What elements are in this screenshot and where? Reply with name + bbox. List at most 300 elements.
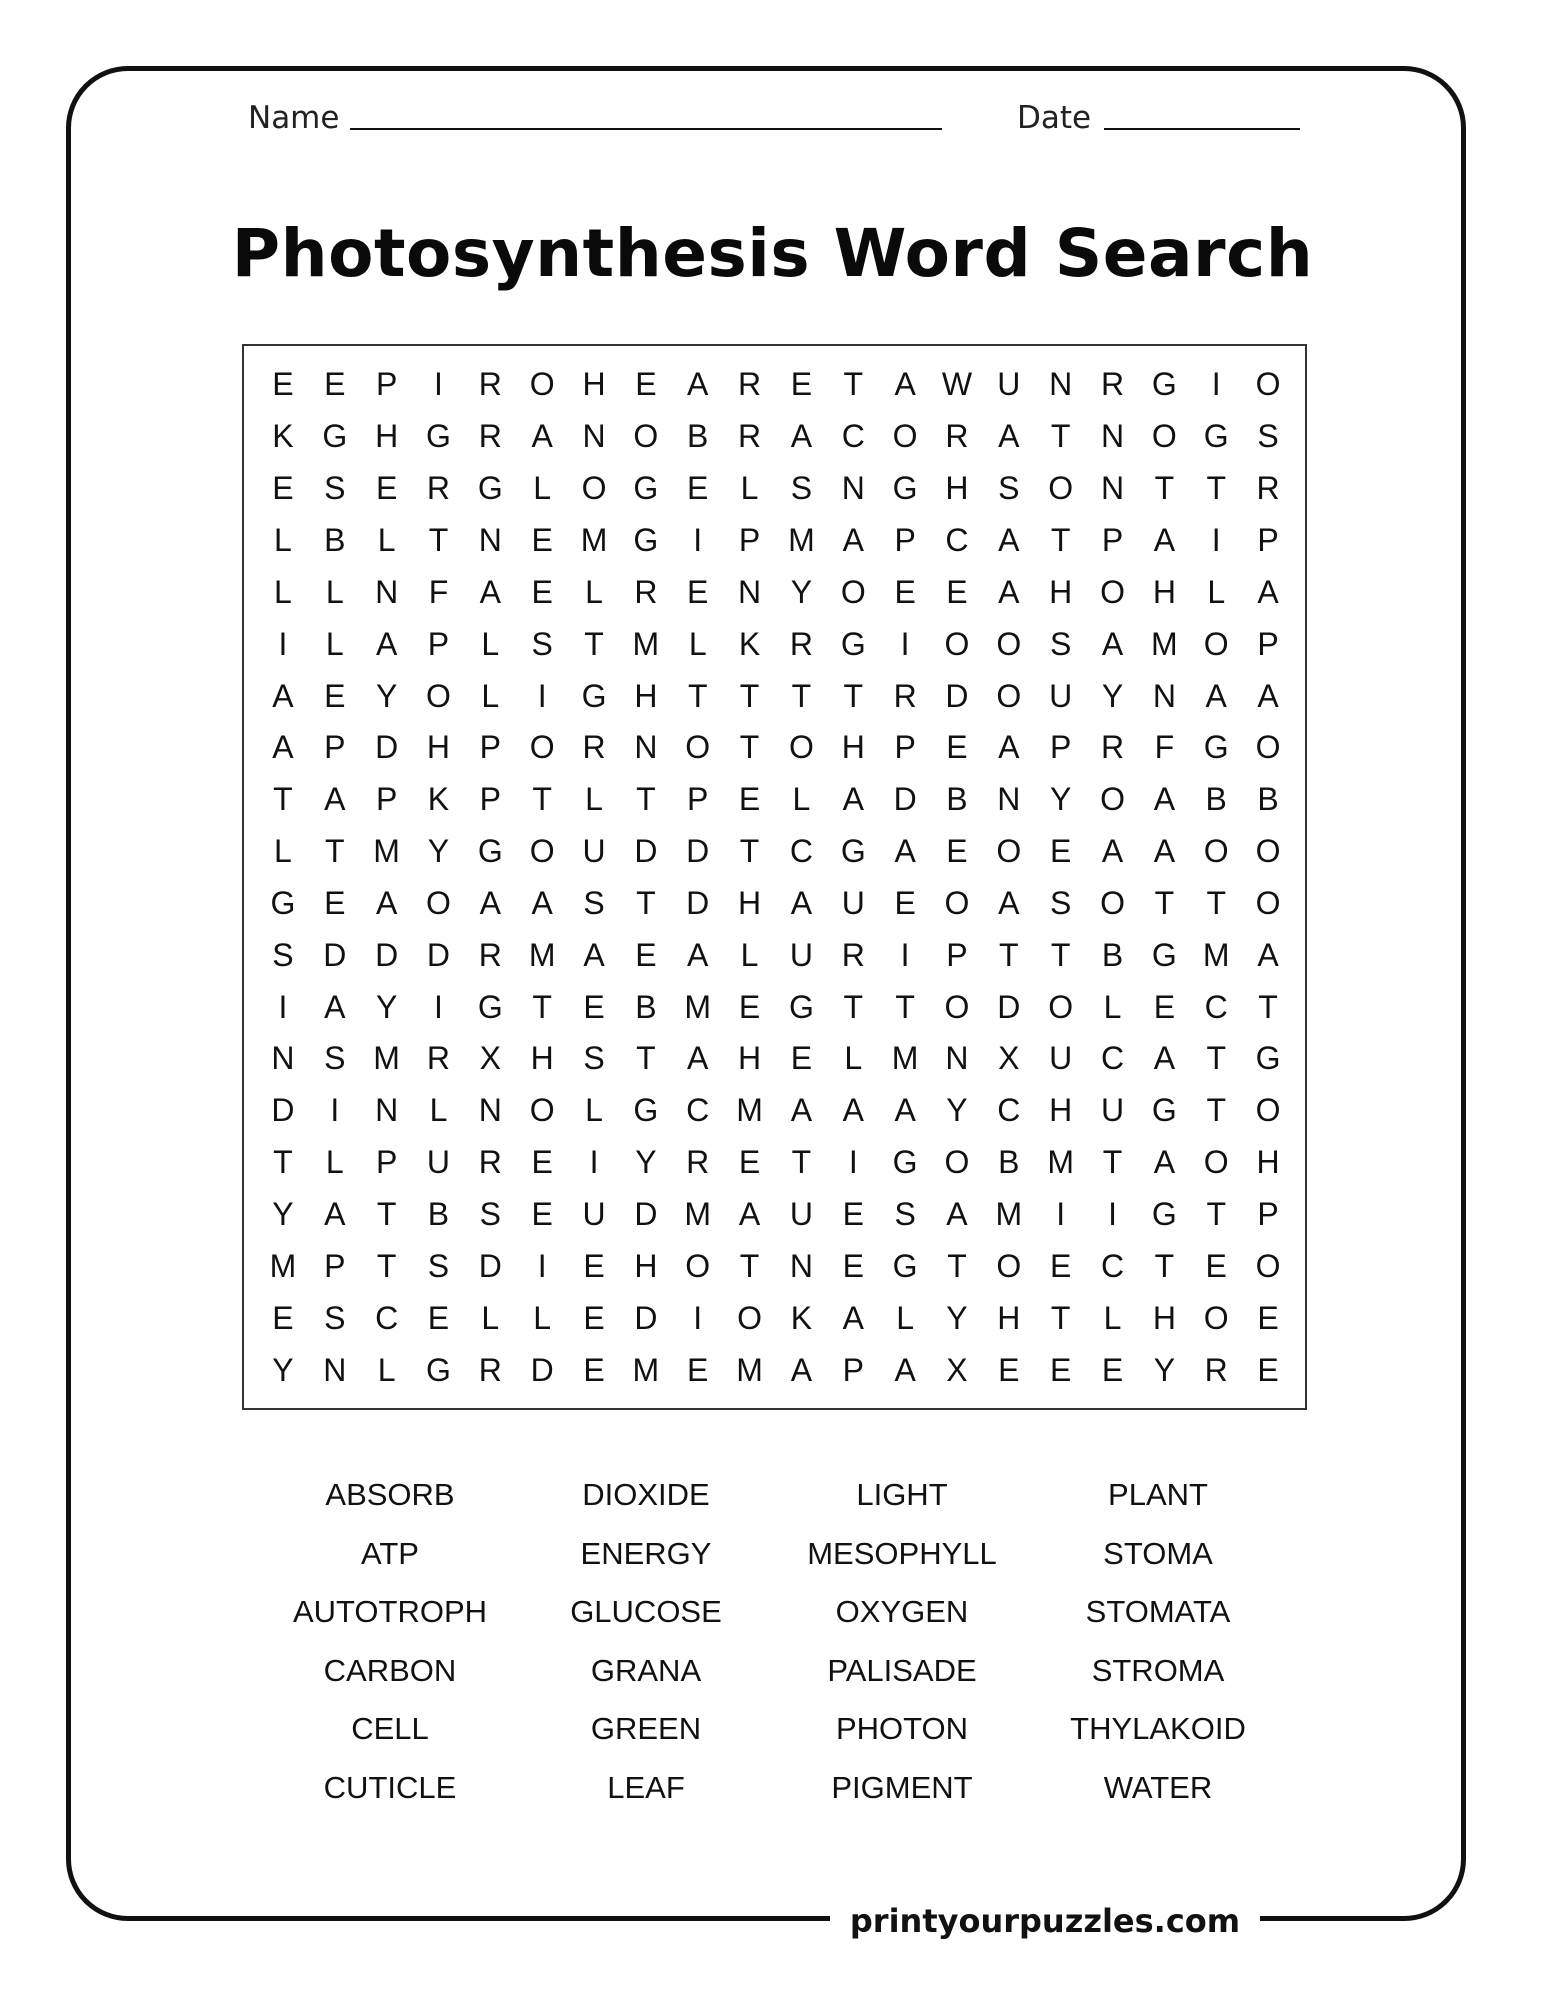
grid-letter[interactable]: H xyxy=(582,366,606,403)
grid-letter[interactable]: E xyxy=(1257,1351,1279,1388)
grid-letter[interactable]: Y xyxy=(790,573,813,610)
grid-letter[interactable]: P xyxy=(479,781,501,818)
grid-letter[interactable]: T xyxy=(1154,470,1175,507)
grid-letter[interactable]: M xyxy=(1047,1144,1074,1181)
grid-letter[interactable]: H xyxy=(738,1040,762,1077)
grid-letter[interactable]: T xyxy=(636,781,656,818)
grid-letter[interactable]: O xyxy=(1151,418,1177,455)
grid-letter[interactable]: D xyxy=(634,1299,658,1336)
grid-letter[interactable]: L xyxy=(481,625,500,662)
grid-letter[interactable]: T xyxy=(739,1247,760,1284)
grid-letter[interactable]: S xyxy=(272,936,294,973)
grid-letter[interactable]: A xyxy=(998,521,1020,558)
grid-letter[interactable]: K xyxy=(790,1299,813,1336)
grid-letter[interactable]: U xyxy=(789,1196,813,1233)
grid-letter[interactable]: M xyxy=(528,936,556,973)
grid-letter[interactable]: N xyxy=(945,1040,969,1077)
grid-letter[interactable]: G xyxy=(840,833,866,870)
grid-letter[interactable]: A xyxy=(531,884,553,921)
grid-letter[interactable]: U xyxy=(789,936,813,973)
grid-letter[interactable]: G xyxy=(1151,366,1177,403)
grid-letter[interactable]: D xyxy=(271,1092,295,1129)
grid-letter[interactable]: B xyxy=(1257,781,1279,818)
grid-letter[interactable]: I xyxy=(589,1144,599,1181)
grid-letter[interactable]: S xyxy=(1049,625,1072,662)
grid-letter[interactable]: C xyxy=(686,1092,710,1129)
grid-letter[interactable]: D xyxy=(945,677,969,714)
grid-letter[interactable]: H xyxy=(426,729,451,766)
grid-letter[interactable]: E xyxy=(635,936,657,973)
grid-letter[interactable]: A xyxy=(998,884,1020,921)
grid-letter[interactable]: A xyxy=(375,625,398,662)
grid-letter[interactable]: S xyxy=(479,1196,501,1233)
grid-letter[interactable]: Y xyxy=(375,988,398,1025)
grid-letter[interactable]: R xyxy=(738,366,762,403)
grid-letter[interactable]: O xyxy=(996,677,1022,714)
grid-letter[interactable]: T xyxy=(1050,418,1071,455)
grid-letter[interactable]: U xyxy=(582,1196,606,1233)
grid-letter[interactable]: O xyxy=(944,988,970,1025)
grid-letter[interactable]: N xyxy=(375,1092,399,1129)
grid-letter[interactable]: A xyxy=(479,573,501,610)
grid-letter[interactable]: S xyxy=(894,1196,916,1233)
grid-letter[interactable]: A xyxy=(531,418,553,455)
grid-letter[interactable]: Y xyxy=(946,1299,968,1336)
grid-letter[interactable]: D xyxy=(375,729,399,766)
grid-letter[interactable]: R xyxy=(738,418,762,455)
grid-letter[interactable]: P xyxy=(375,781,398,818)
grid-letter[interactable]: P xyxy=(375,1144,398,1181)
grid-letter[interactable]: E xyxy=(583,1299,605,1336)
grid-letter[interactable]: G xyxy=(633,521,659,558)
grid-letter[interactable]: B xyxy=(687,418,709,455)
grid-letter[interactable]: R xyxy=(1100,729,1125,766)
grid-letter[interactable]: A xyxy=(1153,1040,1176,1077)
grid-letter[interactable]: L xyxy=(533,470,552,507)
grid-letter[interactable]: G xyxy=(477,833,503,870)
grid-letter[interactable]: T xyxy=(532,781,552,818)
grid-letter[interactable]: O xyxy=(1048,988,1074,1025)
grid-letter[interactable]: I xyxy=(693,1299,703,1336)
grid-letter[interactable]: E xyxy=(1205,1247,1227,1284)
grid-letter[interactable]: U xyxy=(997,366,1021,403)
grid-letter[interactable]: D xyxy=(997,988,1021,1025)
grid-letter[interactable]: A xyxy=(1101,625,1124,662)
grid-letter[interactable]: I xyxy=(1211,521,1221,558)
grid-letter[interactable]: B xyxy=(1101,936,1124,973)
grid-letter[interactable]: R xyxy=(582,729,606,766)
grid-letter[interactable]: I xyxy=(900,625,910,662)
grid-letter[interactable]: O xyxy=(1203,833,1229,870)
grid-letter[interactable]: G xyxy=(1203,418,1229,455)
grid-letter[interactable]: H xyxy=(530,1040,554,1077)
grid-letter[interactable]: T xyxy=(843,677,864,714)
grid-letter[interactable]: N xyxy=(789,1247,813,1284)
grid-letter[interactable]: E xyxy=(1257,1299,1279,1336)
grid-letter[interactable]: C xyxy=(945,521,969,558)
grid-letter[interactable]: T xyxy=(428,521,449,558)
grid-letter[interactable]: T xyxy=(739,677,760,714)
grid-letter[interactable]: N xyxy=(375,573,399,610)
grid-letter[interactable]: L xyxy=(481,1299,500,1336)
grid-letter[interactable]: D xyxy=(634,833,658,870)
grid-letter[interactable]: Y xyxy=(427,833,450,870)
grid-letter[interactable]: R xyxy=(893,677,917,714)
grid-letter[interactable]: U xyxy=(1049,677,1073,714)
grid-letter[interactable]: E xyxy=(946,833,968,870)
grid-letter[interactable]: M xyxy=(1202,936,1230,973)
grid-letter[interactable]: W xyxy=(941,366,973,403)
grid-letter[interactable]: A xyxy=(894,366,916,403)
grid-letter[interactable]: Y xyxy=(1101,677,1124,714)
grid-letter[interactable]: E xyxy=(583,1247,605,1284)
grid-letter[interactable]: D xyxy=(426,936,451,973)
grid-letter[interactable]: O xyxy=(996,1247,1022,1284)
grid-letter[interactable]: S xyxy=(1257,418,1279,455)
grid-letter[interactable]: P xyxy=(1257,1196,1279,1233)
grid-letter[interactable]: K xyxy=(427,781,450,818)
grid-letter[interactable]: O xyxy=(1255,1092,1281,1129)
grid-letter[interactable]: O xyxy=(944,625,970,662)
grid-letter[interactable]: U xyxy=(582,833,606,870)
grid-letter[interactable]: P xyxy=(738,521,761,558)
grid-letter[interactable]: A xyxy=(1205,677,1227,714)
grid-letter[interactable]: Y xyxy=(272,1351,294,1388)
grid-letter[interactable]: E xyxy=(1049,1351,1072,1388)
grid-letter[interactable]: S xyxy=(583,1040,605,1077)
grid-letter[interactable]: L xyxy=(1207,573,1226,610)
grid-letter[interactable]: R xyxy=(478,1351,502,1388)
grid-letter[interactable]: Y xyxy=(375,677,398,714)
grid-letter[interactable]: P xyxy=(427,625,450,662)
grid-letter[interactable]: E xyxy=(894,884,916,921)
grid-letter[interactable]: E xyxy=(946,573,968,610)
grid-letter[interactable]: D xyxy=(686,884,710,921)
grid-letter[interactable]: T xyxy=(1206,470,1226,507)
grid-letter[interactable]: T xyxy=(273,1144,293,1181)
grid-letter[interactable]: I xyxy=(693,521,703,558)
grid-letter[interactable]: O xyxy=(529,833,555,870)
grid-letter[interactable]: A xyxy=(790,418,813,455)
grid-letter[interactable]: C xyxy=(841,418,865,455)
grid-letter[interactable]: A xyxy=(479,884,501,921)
grid-letter[interactable]: T xyxy=(1258,988,1278,1025)
grid-letter[interactable]: G xyxy=(633,1092,659,1129)
grid-letter[interactable]: E xyxy=(790,366,813,403)
grid-letter[interactable]: A xyxy=(687,936,709,973)
grid-letter[interactable]: H xyxy=(634,1247,658,1284)
grid-letter[interactable]: G xyxy=(426,418,451,455)
grid-letter[interactable]: P xyxy=(1257,625,1279,662)
grid-letter[interactable]: L xyxy=(585,573,603,610)
grid-letter[interactable]: R xyxy=(841,936,865,973)
grid-letter[interactable]: O xyxy=(892,418,918,455)
grid-letter[interactable]: P xyxy=(946,936,968,973)
grid-letter[interactable]: I xyxy=(1108,1196,1117,1233)
grid-letter[interactable]: N xyxy=(1152,677,1176,714)
grid-letter[interactable]: T xyxy=(376,1247,397,1284)
grid-letter[interactable]: N xyxy=(1100,418,1125,455)
grid-letter[interactable]: A xyxy=(842,521,864,558)
grid-letter[interactable]: A xyxy=(687,1040,709,1077)
grid-letter[interactable]: K xyxy=(738,625,761,662)
grid-letter[interactable]: O xyxy=(1203,1299,1229,1336)
grid-letter[interactable]: A xyxy=(998,418,1020,455)
grid-letter[interactable]: G xyxy=(892,1144,918,1181)
grid-letter[interactable]: R xyxy=(478,366,502,403)
grid-letter[interactable]: T xyxy=(687,677,708,714)
grid-letter[interactable]: T xyxy=(1206,1092,1226,1129)
grid-letter[interactable]: O xyxy=(529,366,555,403)
grid-letter[interactable]: L xyxy=(740,470,759,507)
grid-letter[interactable]: G xyxy=(788,988,814,1025)
grid-letter[interactable]: B xyxy=(427,1196,450,1233)
grid-letter[interactable]: A xyxy=(324,988,346,1025)
grid-letter[interactable]: D xyxy=(686,833,710,870)
grid-letter[interactable]: T xyxy=(791,1144,812,1181)
grid-letter[interactable]: M xyxy=(632,1351,660,1388)
grid-letter[interactable]: A xyxy=(1257,677,1279,714)
grid-letter[interactable]: B xyxy=(324,521,346,558)
grid-letter[interactable]: S xyxy=(998,470,1020,507)
grid-letter[interactable]: O xyxy=(1255,833,1281,870)
grid-letter[interactable]: T xyxy=(532,988,552,1025)
grid-letter[interactable]: T xyxy=(895,988,915,1025)
grid-letter[interactable]: M xyxy=(632,625,660,662)
grid-letter[interactable]: L xyxy=(274,573,292,610)
grid-letter[interactable]: I xyxy=(434,366,443,403)
grid-letter[interactable]: N xyxy=(478,521,502,558)
grid-letter[interactable]: E xyxy=(531,1196,553,1233)
grid-letter[interactable]: T xyxy=(1050,521,1071,558)
grid-letter[interactable]: N xyxy=(997,781,1021,818)
grid-letter[interactable]: O xyxy=(944,884,970,921)
grid-letter[interactable]: A xyxy=(324,781,346,818)
grid-letter[interactable]: F xyxy=(428,573,449,610)
grid-letter[interactable]: T xyxy=(1154,884,1175,921)
grid-letter[interactable]: E xyxy=(324,366,346,403)
grid-letter[interactable]: P xyxy=(894,729,916,766)
grid-letter[interactable]: S xyxy=(324,1299,346,1336)
grid-letter[interactable]: H xyxy=(945,470,969,507)
grid-letter[interactable]: L xyxy=(585,781,603,818)
grid-letter[interactable]: X xyxy=(479,1040,501,1077)
grid-letter[interactable]: T xyxy=(1050,936,1071,973)
name-field[interactable] xyxy=(350,128,942,130)
grid-letter[interactable]: E xyxy=(324,884,346,921)
grid-letter[interactable]: L xyxy=(325,625,344,662)
grid-letter[interactable]: L xyxy=(325,1144,344,1181)
grid-letter[interactable]: E xyxy=(842,1196,864,1233)
grid-letter[interactable]: X xyxy=(998,1040,1020,1077)
grid-letter[interactable]: M xyxy=(269,1247,297,1284)
grid-letter[interactable]: I xyxy=(537,677,547,714)
grid-letter[interactable]: O xyxy=(685,1247,711,1284)
grid-letter[interactable]: L xyxy=(1103,1299,1122,1336)
grid-letter[interactable]: O xyxy=(1255,884,1281,921)
grid-letter[interactable]: A xyxy=(1153,833,1176,870)
grid-letter[interactable]: P xyxy=(1049,729,1072,766)
grid-letter[interactable]: G xyxy=(581,677,607,714)
grid-letter[interactable]: N xyxy=(323,1351,347,1388)
grid-letter[interactable]: U xyxy=(841,884,865,921)
grid-letter[interactable]: E xyxy=(583,1351,605,1388)
grid-letter[interactable]: O xyxy=(529,1092,555,1129)
grid-letter[interactable]: R xyxy=(478,418,502,455)
grid-letter[interactable]: T xyxy=(1206,1040,1226,1077)
grid-letter[interactable]: H xyxy=(841,729,865,766)
grid-letter[interactable]: R xyxy=(1100,366,1125,403)
grid-letter[interactable]: T xyxy=(1206,1196,1226,1233)
grid-letter[interactable]: A xyxy=(1153,1144,1176,1181)
grid-letter[interactable]: T xyxy=(1102,1144,1123,1181)
grid-letter[interactable]: A xyxy=(998,573,1020,610)
grid-letter[interactable]: B xyxy=(635,988,657,1025)
grid-letter[interactable]: S xyxy=(324,470,346,507)
grid-letter[interactable]: S xyxy=(583,884,605,921)
grid-letter[interactable]: O xyxy=(1255,366,1281,403)
grid-letter[interactable]: O xyxy=(788,729,814,766)
grid-letter[interactable]: E xyxy=(738,1144,761,1181)
grid-letter[interactable]: O xyxy=(996,833,1022,870)
grid-letter[interactable]: M xyxy=(736,1351,763,1388)
grid-letter[interactable]: A xyxy=(1257,573,1279,610)
grid-letter[interactable]: M xyxy=(891,1040,919,1077)
grid-letter[interactable]: E xyxy=(738,988,761,1025)
grid-letter[interactable]: I xyxy=(848,1144,858,1181)
grid-letter[interactable]: R xyxy=(478,936,502,973)
grid-letter[interactable]: A xyxy=(790,884,813,921)
grid-letter[interactable]: E xyxy=(635,366,657,403)
grid-letter[interactable]: N xyxy=(1100,470,1125,507)
grid-letter[interactable]: L xyxy=(377,1351,396,1388)
grid-letter[interactable]: A xyxy=(1257,936,1279,973)
grid-letter[interactable]: G xyxy=(633,470,659,507)
grid-letter[interactable]: O xyxy=(1255,729,1281,766)
grid-letter[interactable]: Y xyxy=(946,1092,968,1129)
grid-letter[interactable]: E xyxy=(531,521,553,558)
grid-letter[interactable]: T xyxy=(584,625,604,662)
grid-letter[interactable]: N xyxy=(841,470,865,507)
grid-letter[interactable]: H xyxy=(1152,1299,1176,1336)
grid-letter[interactable]: A xyxy=(687,366,709,403)
grid-letter[interactable]: I xyxy=(330,1092,340,1129)
grid-letter[interactable]: C xyxy=(789,833,813,870)
grid-letter[interactable]: A xyxy=(583,936,605,973)
grid-letter[interactable]: R xyxy=(426,470,451,507)
grid-letter[interactable]: E xyxy=(1049,833,1072,870)
grid-letter[interactable]: H xyxy=(1049,573,1073,610)
grid-letter[interactable]: P xyxy=(1257,521,1279,558)
grid-letter[interactable]: O xyxy=(737,1299,762,1336)
grid-letter[interactable]: T xyxy=(1050,1299,1071,1336)
grid-letter[interactable]: O xyxy=(996,625,1022,662)
date-field[interactable] xyxy=(1104,128,1300,130)
grid-letter[interactable]: S xyxy=(1049,884,1072,921)
grid-letter[interactable]: A xyxy=(375,884,398,921)
grid-letter[interactable]: A xyxy=(842,1299,864,1336)
grid-letter[interactable]: U xyxy=(1100,1092,1125,1129)
grid-letter[interactable]: M xyxy=(684,988,712,1025)
grid-letter[interactable]: C xyxy=(997,1092,1021,1129)
grid-letter[interactable]: L xyxy=(585,1092,603,1129)
grid-letter[interactable]: T xyxy=(1154,1247,1175,1284)
grid-letter[interactable]: O xyxy=(633,418,659,455)
grid-letter[interactable]: E xyxy=(272,470,294,507)
grid-letter[interactable]: T xyxy=(791,677,812,714)
grid-letter[interactable]: E xyxy=(687,1351,709,1388)
grid-letter[interactable]: E xyxy=(427,1299,450,1336)
grid-letter[interactable]: A xyxy=(998,729,1020,766)
grid-letter[interactable]: L xyxy=(533,1299,552,1336)
grid-letter[interactable]: H xyxy=(1152,573,1176,610)
grid-letter[interactable]: S xyxy=(790,470,813,507)
grid-letter[interactable]: T xyxy=(843,366,864,403)
grid-letter[interactable]: O xyxy=(426,677,451,714)
grid-letter[interactable]: P xyxy=(479,729,501,766)
grid-letter[interactable]: S xyxy=(324,1040,346,1077)
grid-letter[interactable]: T xyxy=(636,884,656,921)
grid-letter[interactable]: E xyxy=(324,677,346,714)
grid-letter[interactable]: L xyxy=(896,1299,915,1336)
grid-letter[interactable]: I xyxy=(278,625,288,662)
grid-letter[interactable]: M xyxy=(373,1040,400,1077)
grid-letter[interactable]: S xyxy=(531,625,553,662)
grid-letter[interactable]: O xyxy=(581,470,607,507)
grid-letter[interactable]: L xyxy=(688,625,707,662)
grid-letter[interactable]: E xyxy=(272,366,294,403)
grid-letter[interactable]: L xyxy=(325,573,344,610)
grid-letter[interactable]: G xyxy=(1203,729,1229,766)
grid-letter[interactable]: O xyxy=(685,729,711,766)
grid-letter[interactable]: M xyxy=(788,521,815,558)
grid-letter[interactable]: U xyxy=(1049,1040,1073,1077)
grid-letter[interactable]: B xyxy=(946,781,968,818)
grid-letter[interactable]: G xyxy=(1255,1040,1281,1077)
grid-letter[interactable]: T xyxy=(1206,884,1226,921)
grid-letter[interactable]: T xyxy=(376,1196,397,1233)
grid-letter[interactable]: U xyxy=(426,1144,451,1181)
grid-letter[interactable]: G xyxy=(426,1351,451,1388)
grid-letter[interactable]: R xyxy=(634,573,658,610)
grid-letter[interactable]: O xyxy=(840,573,866,610)
grid-letter[interactable]: B xyxy=(998,1144,1020,1181)
grid-letter[interactable]: E xyxy=(375,470,398,507)
grid-letter[interactable]: O xyxy=(1203,1144,1229,1181)
grid-letter[interactable]: Y xyxy=(635,1144,657,1181)
grid-letter[interactable]: E xyxy=(1101,1351,1124,1388)
grid-letter[interactable]: M xyxy=(995,1196,1023,1233)
grid-letter[interactable]: L xyxy=(377,521,396,558)
grid-letter[interactable]: G xyxy=(477,988,503,1025)
grid-letter[interactable]: I xyxy=(434,988,443,1025)
grid-letter[interactable]: N xyxy=(478,1092,502,1129)
grid-letter[interactable]: A xyxy=(894,1092,916,1129)
grid-letter[interactable]: E xyxy=(272,1299,294,1336)
grid-letter[interactable]: I xyxy=(900,936,910,973)
grid-letter[interactable]: C xyxy=(1100,1040,1125,1077)
grid-letter[interactable]: T xyxy=(636,1040,656,1077)
grid-letter[interactable]: E xyxy=(583,988,605,1025)
grid-letter[interactable]: H xyxy=(375,418,399,455)
grid-letter[interactable]: H xyxy=(634,677,658,714)
grid-letter[interactable]: O xyxy=(1100,884,1125,921)
grid-letter[interactable]: G xyxy=(840,625,866,662)
grid-letter[interactable]: I xyxy=(537,1247,547,1284)
grid-letter[interactable]: O xyxy=(1100,781,1125,818)
grid-letter[interactable]: N xyxy=(1049,366,1073,403)
grid-letter[interactable]: M xyxy=(1151,625,1178,662)
